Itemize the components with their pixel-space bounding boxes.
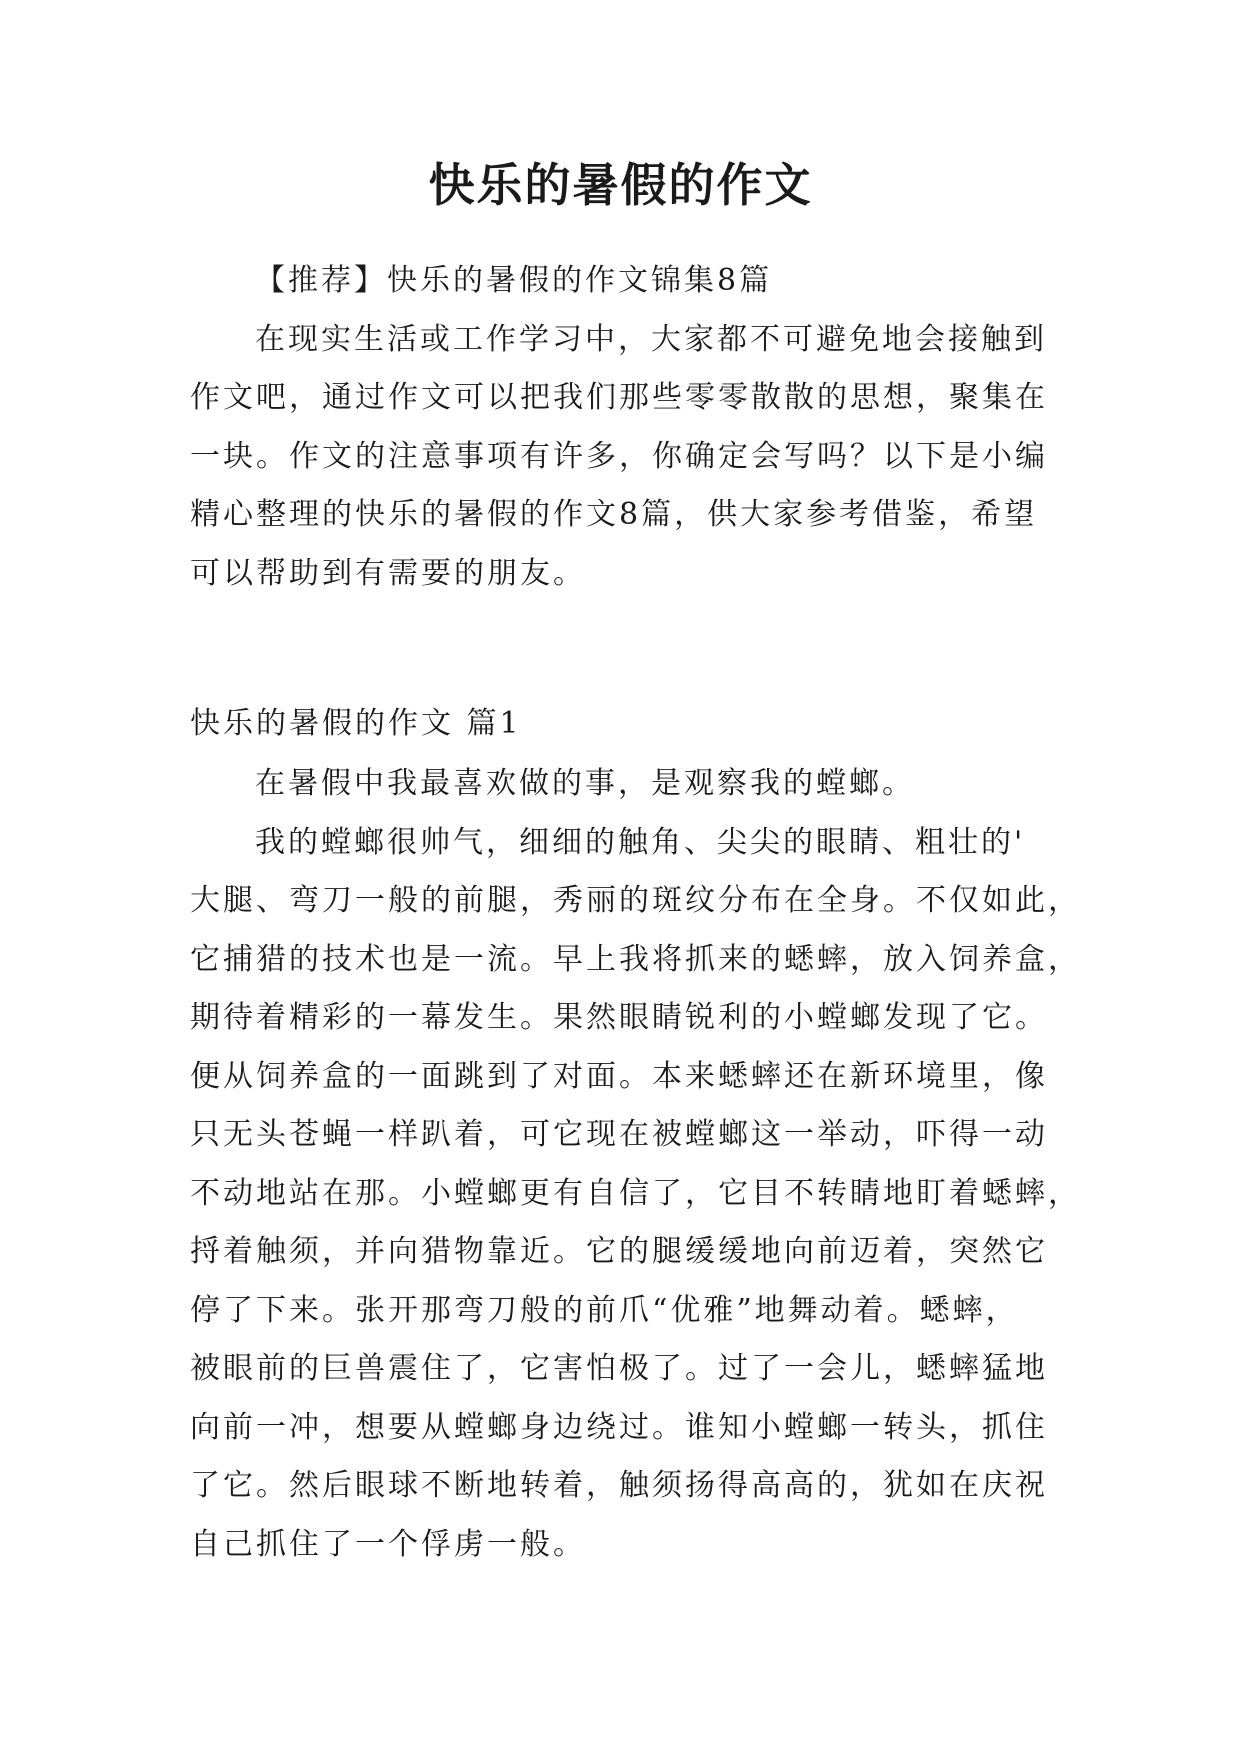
intro-line: 在现实生活或工作学习中，大家都不可避免地会接触到 (255, 321, 1047, 357)
paragraph-line: 捋着触须，并向猎物靠近。它的腿缓缓地向前迈着，突然它 (190, 1234, 1048, 1269)
paragraph-line: 向前一冲，想要从螳螂身边绕过。谁知小螳螂一转头，抓住 (190, 1409, 1048, 1445)
intro-line: 作文吧，通过作文可以把我们那些零零散散的思想，聚集在 (190, 380, 1048, 415)
intro-line: 可以帮助到有需要的朋友。 (190, 555, 586, 591)
recommend-line: 【推荐】快乐的暑假的作文锦集8篇 (255, 263, 773, 298)
paragraph-line: 只无头苍蝇一样趴着，可它现在被螳螂这一举动，吓得一动 (190, 1117, 1048, 1152)
paragraph-line: 自己抓住了一个俘虏一般。 (190, 1526, 586, 1562)
paragraph-line: 我的螳螂很帅气，细细的触角、尖尖的眼睛、粗壮的' (255, 824, 1026, 860)
paragraph-line: 大腿、弯刀一般的前腿，秀丽的斑纹分布在全身。不仅如此， (190, 883, 1081, 918)
intro-section (190, 252, 1070, 603)
intro-line: 一块。作文的注意事项有许多，你确定会写吗？以下是小编 (190, 438, 1048, 474)
page-title: 快乐的暑假的作文 (428, 158, 813, 212)
intro-line: 精心整理的快乐的暑假的作文8篇，供大家参考借鉴，希望 (190, 497, 1038, 532)
paragraph-line: 便从饲养盒的一面跳到了对面。本来蟋蟀还在新环境里，像 (190, 1058, 1048, 1094)
paragraph-line: 在暑假中我最喜欢做的事，是观察我的螳螂。 (255, 766, 915, 801)
paragraph-line: 了它。然后眼球不断地转着，触须扬得高高的，犹如在庆祝 (190, 1468, 1048, 1503)
paragraph-line: 停了下来。张开那弯刀般的前爪“优雅”地舞动着。蟋蟀， (190, 1292, 1019, 1328)
paragraph-line: 期待着精彩的一幕发生。果然眼睛锐利的小螳螂发现了它。 (190, 1000, 1048, 1035)
paragraph-line: 它捕猎的技术也是一流。早上我将抓来的蟋蟀，放入饲养盒， (190, 941, 1081, 977)
paragraph-line: 被眼前的巨兽震住了，它害怕极了。过了一会儿，蟋蟀猛地 (190, 1351, 1048, 1386)
paragraph-line: 不动地站在那。小螳螂更有自信了，它目不转睛地盯着蟋蟀， (190, 1175, 1081, 1211)
section1-body (190, 755, 1081, 1574)
section-heading: 快乐的暑假的作文 篇1 (190, 706, 522, 741)
